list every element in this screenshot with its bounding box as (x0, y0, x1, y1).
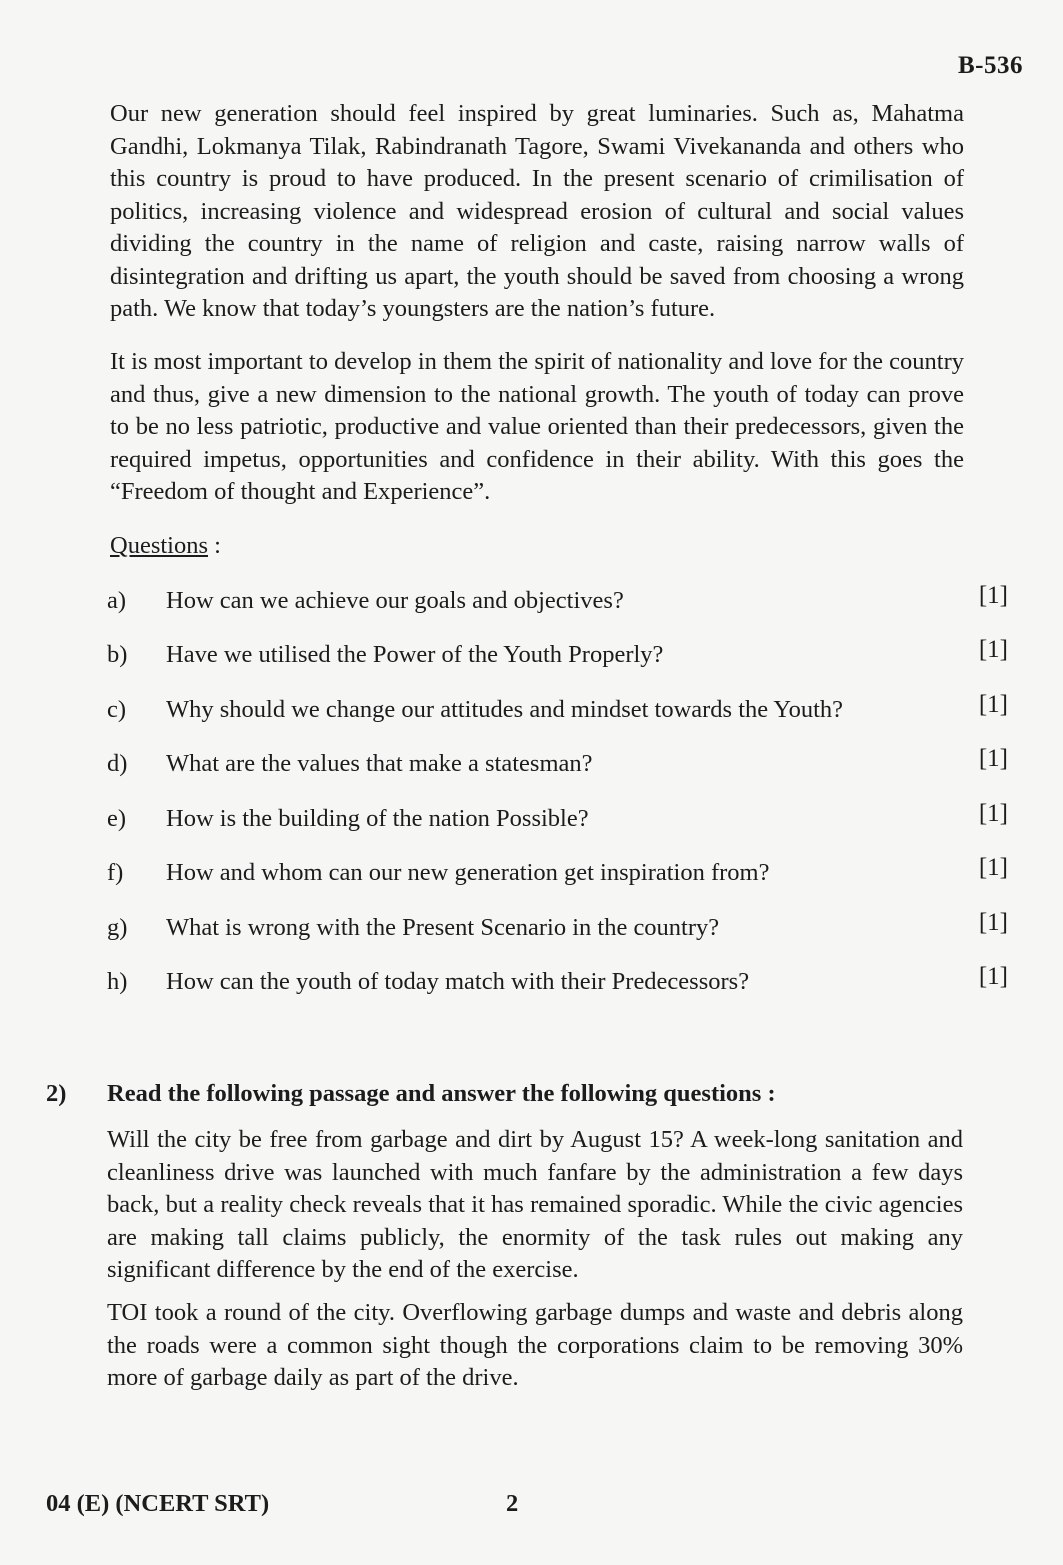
question-label: d) (107, 750, 128, 777)
paper-code: B-536 (958, 52, 1023, 79)
question-row (0, 691, 1063, 736)
question-marks: [1] (978, 745, 1008, 772)
passage1-paragraph-1: Our new generation should feel inspired by great luminaries. Such as, Mahatma Gandhi, Lokmanya Tilak, Rabindranath Tagore, Swami Vivekananda and others who this country is proud to have produced. In the present scenario of crimilisation of politics, increasing violence and widespread erosion of cultural and social values dividing the country in the name of religion and caste, raising narrow walls of disintegration and drifting us apart, the youth should be saved from choosing a wrong path. We know that today’s youngsters are the nation’s future. (110, 100, 964, 322)
footer-paper-code: 04 (E) (NCERT SRT) (46, 1490, 270, 1517)
question-row (0, 854, 1063, 899)
question2-heading-text: Read the following passage and answer the following questions : (107, 1080, 776, 1107)
question-row (0, 582, 1063, 627)
question-marks: [1] (978, 800, 1008, 827)
question-label: c) (107, 696, 127, 723)
page-number: 2 (506, 1490, 519, 1517)
question-text: What is wrong with the Present Scenario in the country? (166, 914, 720, 941)
question-text: Have we utilised the Power of the Youth Properly? (166, 641, 664, 668)
question-text: What are the values that make a statesman? (166, 750, 593, 777)
passage1-paragraph-2: It is most important to develop in them the spirit of nationality and love for the country and thus, give a new dimension to the national growth. The youth of today can prove to be no less patriotic, productive and value oriented than their predecessors, given the required impetus, opportunities and confidence in their ability. With this goes the “Freedom of thought and Experience”. (110, 348, 964, 505)
passage2-paragraph-2: TOI took a round of the city. Overflowing garbage dumps and waste and debris along the roads were a common sight though the corporations claim to be removing 30% more of garbage daily as part of the drive. (107, 1299, 963, 1391)
question-marks: [1] (978, 963, 1008, 990)
question-text: How is the building of the nation Possible? (166, 805, 589, 832)
question2-number: 2) (46, 1080, 67, 1107)
questions-heading (110, 532, 221, 560)
question-label: h) (107, 968, 128, 995)
question-label: g) (107, 914, 128, 941)
question-text: How can the youth of today match with their Predecessors? (166, 968, 750, 995)
question-row (0, 909, 1063, 954)
question-row (0, 636, 1063, 681)
questions-heading-text: Questions (110, 532, 208, 559)
question-text: How and whom can our new generation get inspiration from? (166, 859, 770, 886)
question-marks: [1] (978, 691, 1008, 718)
question-row (0, 963, 1063, 1008)
question-label: a) (107, 587, 127, 614)
question-row (0, 800, 1063, 845)
question-marks: [1] (978, 909, 1008, 936)
passage2-paragraph-1: Will the city be free from garbage and dirt by August 15? A week-long sanitation and cleanliness drive was launched with much fanfare by the administration a few days back, but a reality check reveals that it has remained sporadic. While the civic agencies are making tall claims publicly, the enormity of the task rules out making any significant difference by the end of the exercise. (107, 1126, 963, 1283)
question-marks: [1] (978, 854, 1008, 881)
question-text: Why should we change our attitudes and mindset towards the Youth? (166, 696, 844, 723)
questions-heading-colon: : (208, 532, 221, 559)
question-marks: [1] (978, 636, 1008, 663)
question-row (0, 745, 1063, 790)
question-marks: [1] (978, 582, 1008, 609)
question-label: f) (107, 859, 124, 886)
question-label: e) (107, 805, 127, 832)
question-text: How can we achieve our goals and objectives? (166, 587, 624, 614)
question-label: b) (107, 641, 128, 668)
